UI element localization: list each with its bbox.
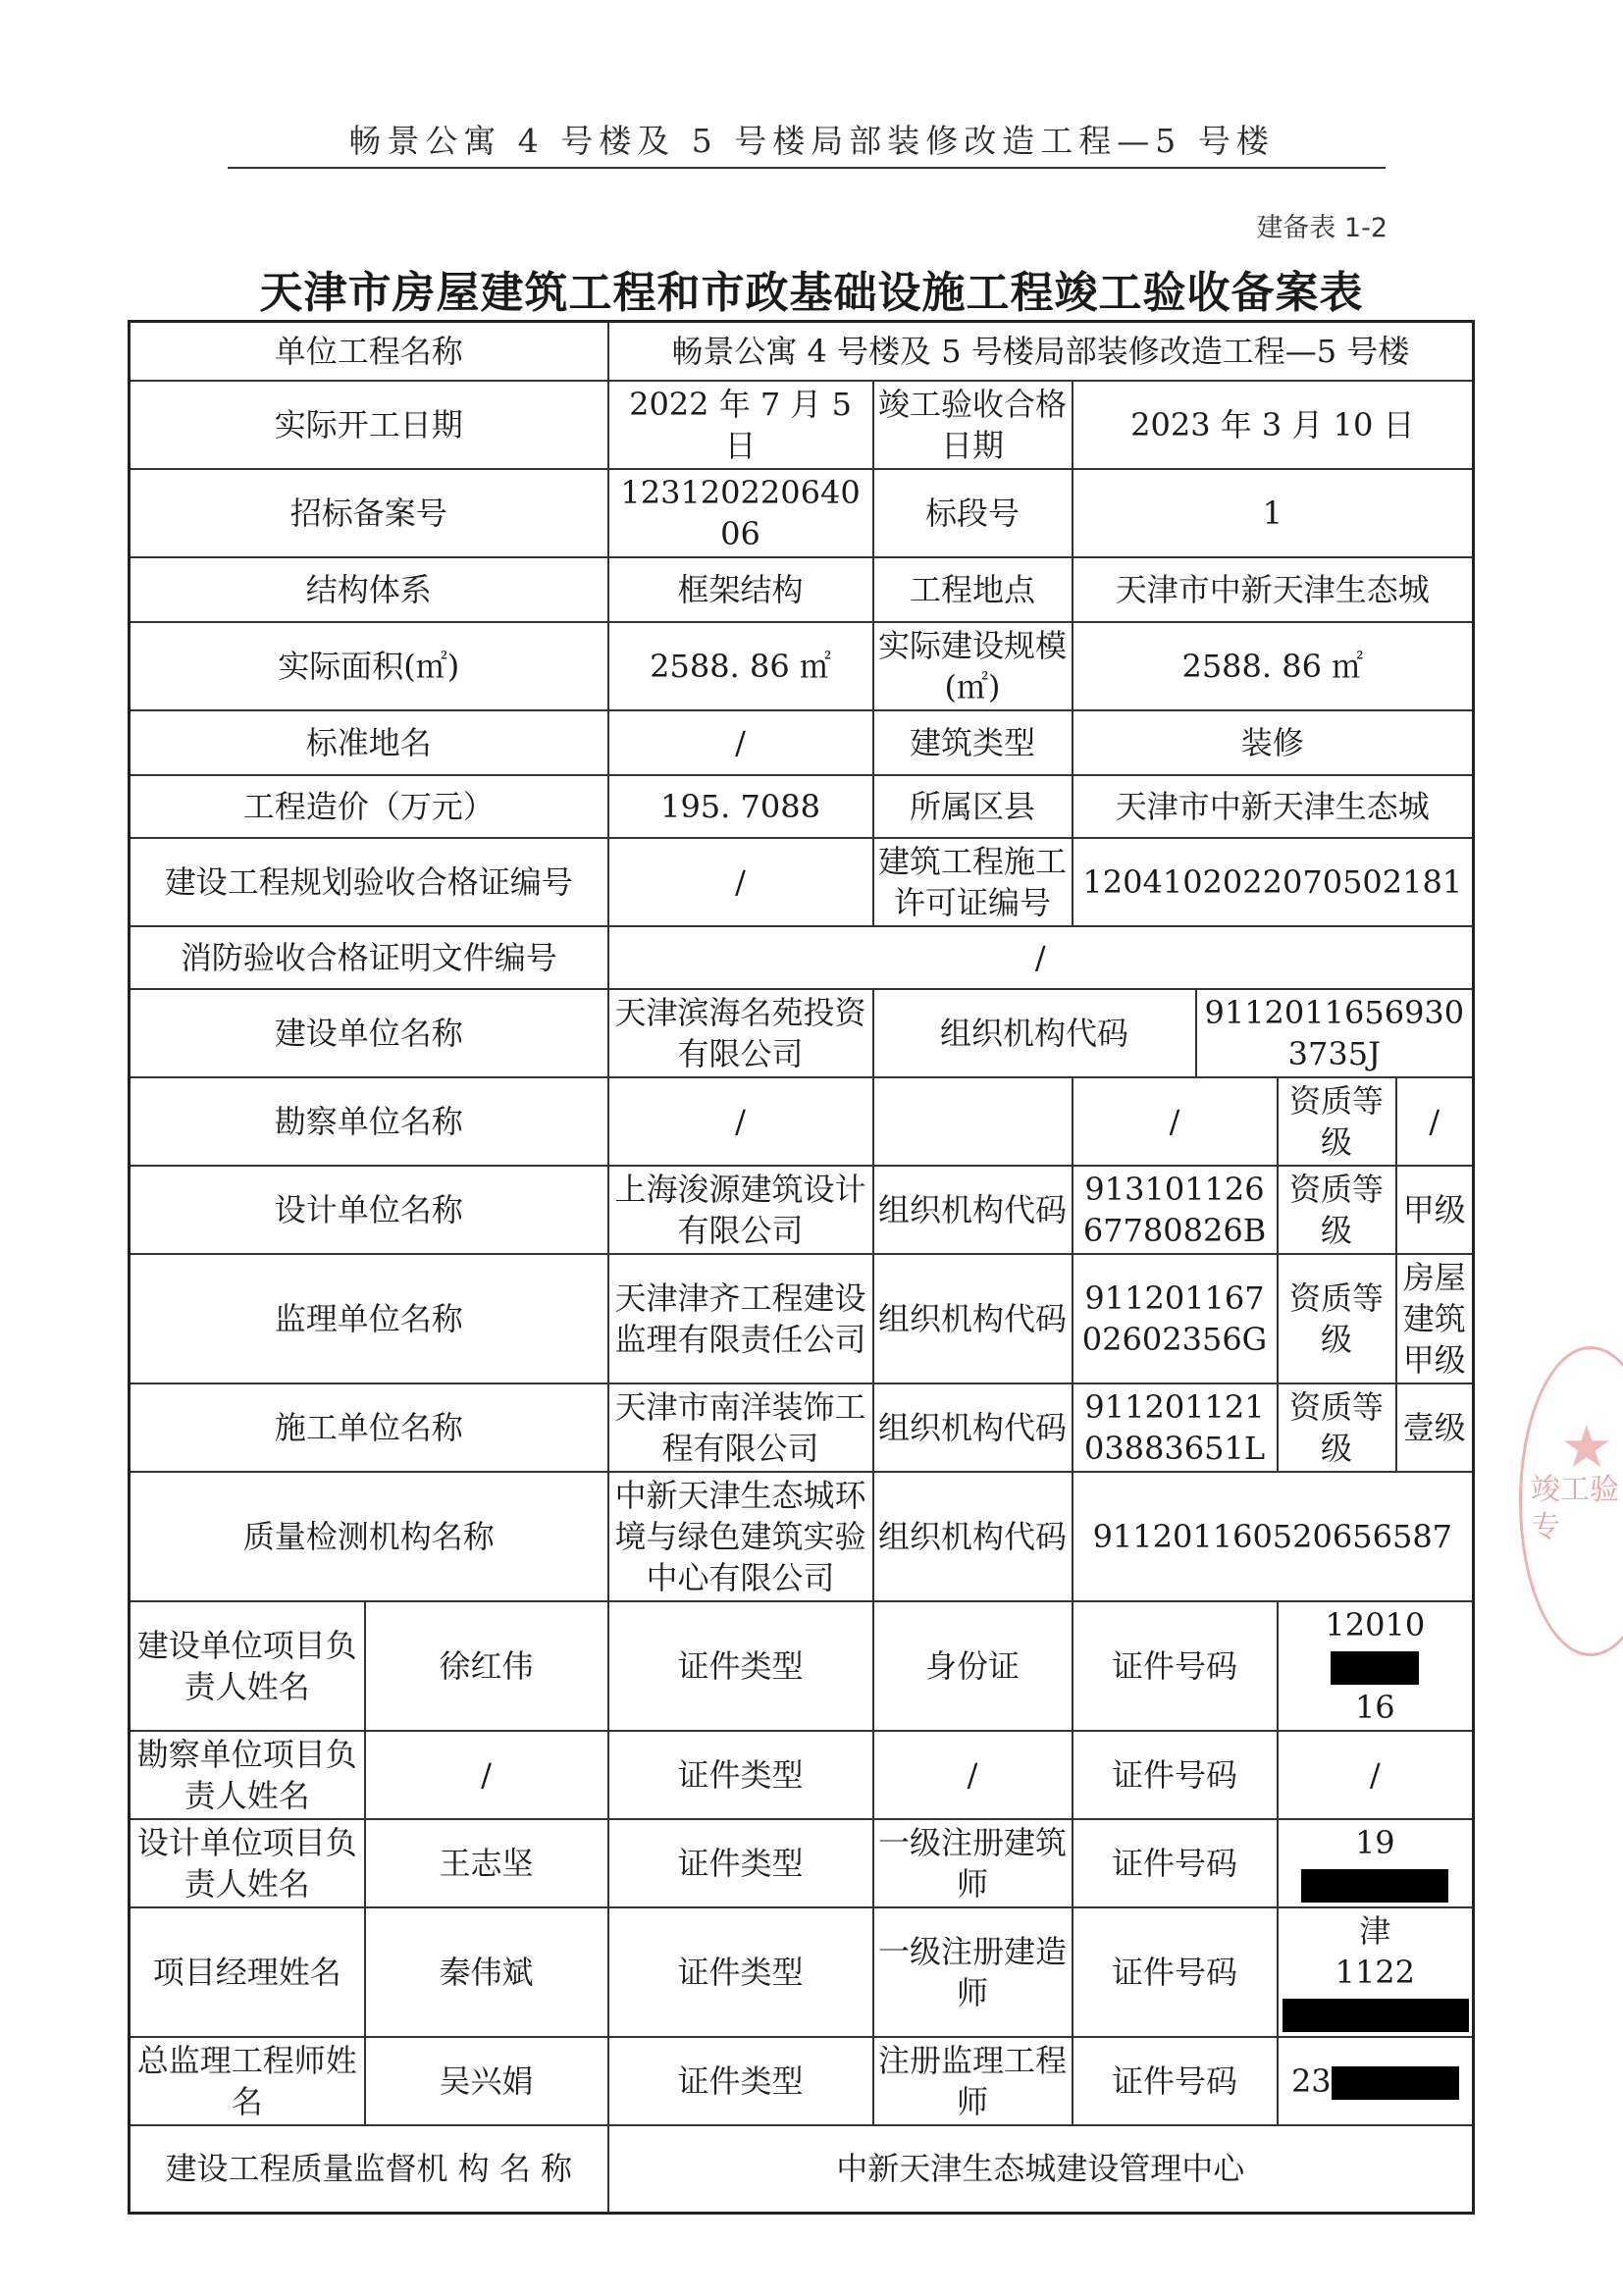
redaction-mask: [1331, 1651, 1419, 1685]
chief-supervisor-name: 吴兴娟: [365, 2037, 608, 2125]
table-row: [130, 838, 1474, 926]
builder-code-label: 组织机构代码: [873, 989, 1196, 1077]
survey-qual: /: [1396, 1077, 1474, 1166]
survey-code-label-empty: [873, 1077, 1073, 1166]
table-row: [130, 2037, 1474, 2125]
actual-area-label: 实际面积(㎡): [130, 622, 608, 710]
survey-label: 勘察单位名称: [130, 1077, 608, 1166]
table-row: [130, 469, 1474, 557]
testing-code-label: 组织机构代码: [873, 1472, 1073, 1601]
contractor-code: 91120112103883651L: [1073, 1383, 1278, 1472]
pm-label: 项目经理姓名: [130, 1907, 365, 2037]
table-row: [130, 1907, 1474, 2037]
survey-lead-label: 勘察单位项目负责人姓名: [130, 1731, 365, 1819]
cert-no-visible: 23: [1290, 2061, 1332, 2100]
seal-text: 竣工验 专: [1531, 1473, 1619, 1544]
building-type-value: 装修: [1073, 710, 1474, 775]
contractor-qual: 壹级: [1396, 1383, 1474, 1472]
planning-cert-value: /: [608, 838, 873, 926]
header-rule: [228, 167, 1386, 169]
supervisor-name: 天津津齐工程建设监理有限责任公司: [608, 1254, 873, 1383]
redaction-mask: [1332, 2066, 1459, 2100]
survey-lead-cert-type: /: [873, 1731, 1073, 1819]
table-row: [130, 1819, 1474, 1907]
design-lead-label: 设计单位项目负责人姓名: [130, 1819, 365, 1907]
location-value: 天津市中新天津生态城: [1073, 557, 1474, 622]
acceptance-record-table: [128, 320, 1475, 2215]
start-date-label: 实际开工日期: [130, 381, 608, 469]
builder-lead-cert-type: 身份证: [873, 1601, 1073, 1731]
table-row: [130, 710, 1474, 775]
district-value: 天津市中新天津生态城: [1073, 775, 1474, 838]
quality-supervision-value: 中新天津生态城建设管理中心: [608, 2125, 1474, 2214]
table-row: [130, 557, 1474, 622]
supervisor-qual-label: 资质等级: [1278, 1254, 1396, 1383]
project-header: 畅景公寓 4 号楼及 5 号楼局部装修改造工程—5 号楼: [348, 122, 1275, 160]
design-label: 设计单位名称: [130, 1166, 608, 1254]
testing-label: 质量检测机构名称: [130, 1472, 608, 1601]
builder-name: 天津滨海名苑投资有限公司: [608, 989, 873, 1077]
contractor-name: 天津市南洋装饰工程有限公司: [608, 1383, 873, 1472]
section-no-value: 1: [1073, 469, 1474, 557]
table-row: [130, 322, 1474, 381]
chief-supervisor-cert-no: [1278, 2037, 1474, 2125]
survey-lead-cert-no: /: [1278, 1731, 1474, 1819]
tender-no-value: 12312022064006: [608, 469, 873, 557]
structure-value: 框架结构: [608, 557, 873, 622]
design-lead-cert-type-label: 证件类型: [608, 1819, 873, 1907]
tender-no-label: 招标备案号: [130, 469, 608, 557]
unit-project-name-label: 单位工程名称: [130, 322, 608, 381]
document-title: 天津市房屋建筑工程和市政基础设施工程竣工验收备案表: [259, 268, 1364, 318]
design-qual-label: 资质等级: [1278, 1166, 1396, 1254]
start-date-value: 2022 年 7 月 5 日: [608, 381, 873, 469]
survey-lead-name: /: [365, 1731, 608, 1819]
supervisor-code: 91120116702602356G: [1073, 1254, 1278, 1383]
pm-cert-type: 一级注册建造师: [873, 1907, 1073, 2037]
actual-scale-label: 实际建设规模(㎡): [873, 622, 1073, 710]
design-lead-name: 王志坚: [365, 1819, 608, 1907]
structure-label: 结构体系: [130, 557, 608, 622]
cert-no-visible: 19: [1354, 1823, 1395, 1861]
table-row: [130, 1472, 1474, 1601]
cert-no-prefix: 津: [1359, 1911, 1391, 1950]
fire-cert-value: /: [608, 926, 1474, 989]
permit-label: 建筑工程施工许可证编号: [873, 838, 1073, 926]
cost-label: 工程造价（万元）: [130, 775, 608, 838]
survey-name: /: [608, 1077, 873, 1166]
supervisor-code-label: 组织机构代码: [873, 1254, 1073, 1383]
table-row: [130, 1077, 1474, 1166]
design-name: 上海浚源建筑设计有限公司: [608, 1166, 873, 1254]
design-code-label: 组织机构代码: [873, 1166, 1073, 1254]
planning-cert-label: 建设工程规划验收合格证编号: [130, 838, 608, 926]
district-label: 所属区县: [873, 775, 1073, 838]
supervisor-qual: 房屋建筑甲级: [1396, 1254, 1474, 1383]
builder-lead-name: 徐红伟: [365, 1601, 608, 1731]
section-no-label: 标段号: [873, 469, 1073, 557]
builder-lead-label: 建设单位项目负责人姓名: [130, 1601, 365, 1731]
table-row: [130, 1383, 1474, 1472]
table-row: [130, 1166, 1474, 1254]
chief-supervisor-cert-type: 注册监理工程师: [873, 2037, 1073, 2125]
survey-code: /: [1073, 1077, 1278, 1166]
testing-name: 中新天津生态城环境与绿色建筑实验中心有限公司: [608, 1472, 873, 1601]
actual-scale-value: 2588. 86 ㎡: [1073, 622, 1474, 710]
cert-no-visible: 1122: [1335, 1953, 1416, 1991]
pm-name: 秦伟斌: [365, 1907, 608, 2037]
pm-cert-no-label: 证件号码: [1073, 1907, 1278, 2037]
chief-supervisor-label: 总监理工程师姓名: [130, 2037, 365, 2125]
cert-no-visible: 12010: [1325, 1605, 1426, 1644]
design-code: 91310112667780826B: [1073, 1166, 1278, 1254]
table-row: [130, 926, 1474, 989]
pm-cert-type-label: 证件类型: [608, 1907, 873, 2037]
survey-qual-label: 资质等级: [1278, 1077, 1396, 1166]
design-qual: 甲级: [1396, 1166, 1474, 1254]
chief-supervisor-cert-type-label: 证件类型: [608, 2037, 873, 2125]
acceptance-date-label: 竣工验收合格日期: [873, 381, 1073, 469]
contractor-label: 施工单位名称: [130, 1383, 608, 1472]
survey-lead-cert-type-label: 证件类型: [608, 1731, 873, 1819]
table-row: [130, 381, 1474, 469]
design-lead-cert-no-label: 证件号码: [1073, 1819, 1278, 1907]
contractor-code-label: 组织机构代码: [873, 1383, 1073, 1472]
seal-star-icon: ★: [1560, 1413, 1613, 1482]
form-code: 建备表 1-2: [1256, 213, 1387, 243]
table-row: [130, 1601, 1474, 1731]
design-lead-cert-type: 一级注册建筑师: [873, 1819, 1073, 1907]
builder-lead-cert-no: [1278, 1601, 1474, 1731]
supervisor-label: 监理单位名称: [130, 1254, 608, 1383]
builder-lead-cert-no-label: 证件号码: [1073, 1601, 1278, 1731]
table-row: [130, 989, 1474, 1077]
table-row: [130, 2125, 1474, 2214]
redaction-mask: [1283, 1999, 1469, 2032]
chief-supervisor-cert-no-label: 证件号码: [1073, 2037, 1278, 2125]
contractor-qual-label: 资质等级: [1278, 1383, 1396, 1472]
std-place-name-label: 标准地名: [130, 710, 608, 775]
actual-area-value: 2588. 86 ㎡: [608, 622, 873, 710]
survey-lead-cert-no-label: 证件号码: [1073, 1731, 1278, 1819]
std-place-name-value: /: [608, 710, 873, 775]
table-row: [130, 1731, 1474, 1819]
fire-cert-label: 消防验收合格证明文件编号: [130, 926, 608, 989]
quality-supervision-label: 建设工程质量监督机 构 名 称: [130, 2125, 608, 2214]
testing-code: 911201160520656587: [1073, 1472, 1474, 1601]
table-row: [130, 622, 1474, 710]
cost-value: 195. 7088: [608, 775, 873, 838]
permit-value: 1204102022070502181: [1073, 838, 1474, 926]
table-row: [130, 1254, 1474, 1383]
pm-cert-no: [1278, 1907, 1474, 2037]
building-type-label: 建筑类型: [873, 710, 1073, 775]
cert-no-tail: 16: [1354, 1688, 1395, 1726]
builder-lead-cert-type-label: 证件类型: [608, 1601, 873, 1731]
design-lead-cert-no: [1278, 1819, 1474, 1907]
acceptance-date-value: 2023 年 3 月 10 日: [1073, 381, 1474, 469]
table-row: [130, 775, 1474, 838]
unit-project-name-value: 畅景公寓 4 号楼及 5 号楼局部装修改造工程—5 号楼: [608, 322, 1474, 381]
redaction-mask: [1301, 1869, 1448, 1903]
location-label: 工程地点: [873, 557, 1073, 622]
builder-code: 91120116569303735J: [1196, 989, 1474, 1077]
builder-label: 建设单位名称: [130, 989, 608, 1077]
